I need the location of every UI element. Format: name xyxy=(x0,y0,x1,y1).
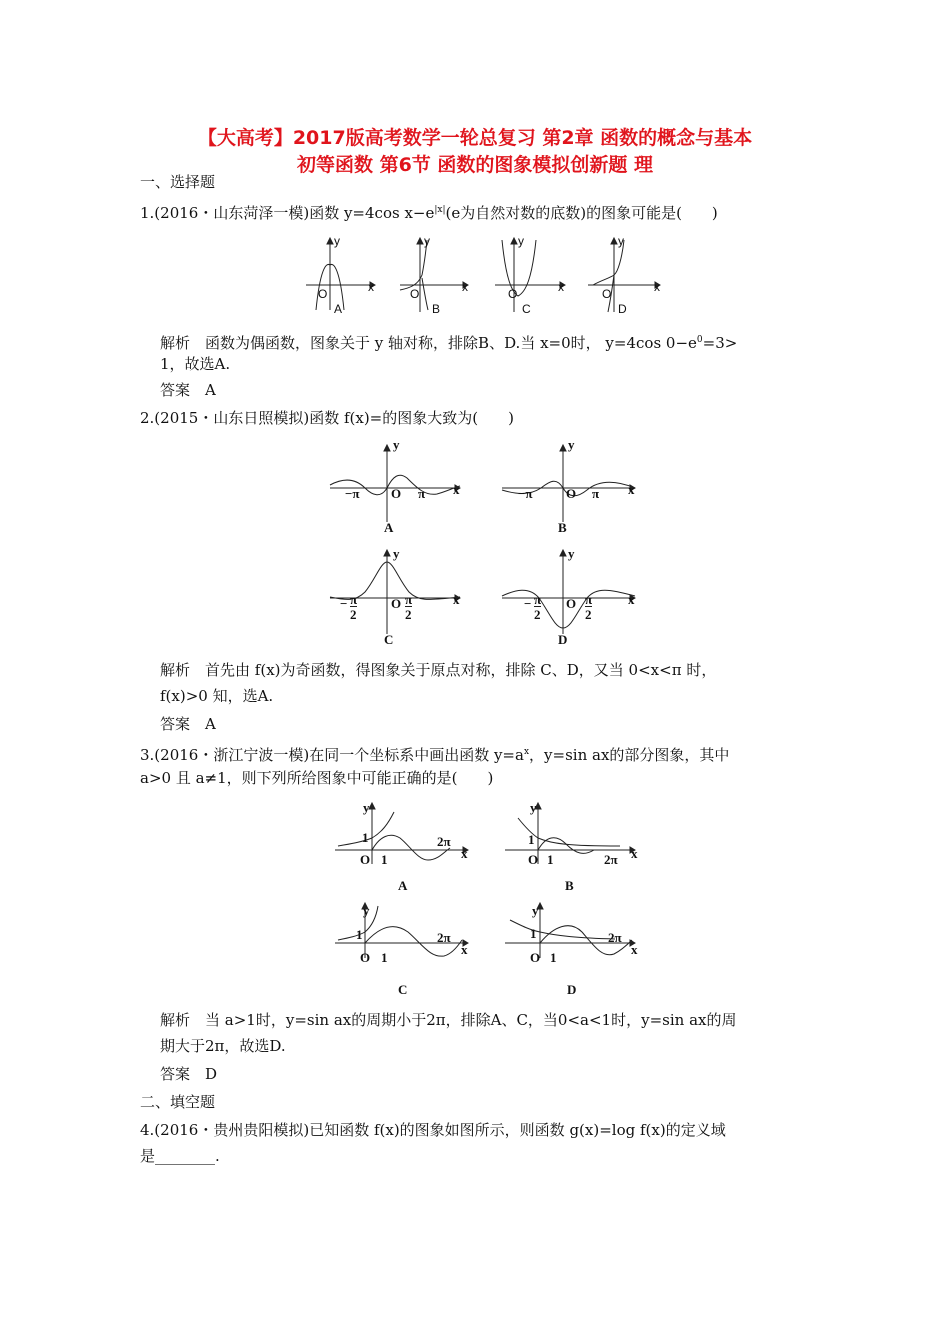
question-2-analysis-cont: f(x)>0 知，选A. xyxy=(160,687,274,705)
q1-c-x-label: x xyxy=(558,280,564,294)
q2-d-negpi-denominator: 2 xyxy=(534,607,541,622)
q1-a-origin-label: O xyxy=(318,287,328,301)
question-4-text: 4.(2016・贵州贵阳模拟)已知函数 f(x)的图象如图所示，则函数 g(x)=log f(x)的定义域 xyxy=(140,1121,726,1139)
question-1-text: 1.(2016・山东菏泽一模)函数 y=4cos $x-e^{|x|}(e$为自然对数的底数)的图象可能是( ) xyxy=(140,204,718,222)
q2-c-negpi-numerator: π xyxy=(350,592,358,607)
section-heading-fill: 二、填空题 xyxy=(140,1093,216,1111)
q3-d-origin-label: O xyxy=(530,950,541,965)
q3-c-origin-label: O xyxy=(360,950,371,965)
question-2-answer: 答案 A xyxy=(160,715,216,733)
question-4-text-cont: 是________. xyxy=(140,1147,220,1165)
section-heading-choice: 一、选择题 xyxy=(140,173,216,191)
q2-b-x-label: x xyxy=(628,482,635,497)
q1-option-b-label: B xyxy=(432,302,441,316)
q2-d-x-label: x xyxy=(628,592,635,607)
question-1-answer: 答案 A xyxy=(160,381,216,399)
q3-d-one-y-label: 1 xyxy=(530,926,537,941)
q3-c-one-y-label: 1 xyxy=(356,927,363,942)
q2-d-y-label: y xyxy=(568,546,575,561)
q1-b-x-label: x xyxy=(462,280,468,294)
q3-b-2pi-label: 2π xyxy=(604,852,618,867)
q1-option-a-label: A xyxy=(334,302,343,316)
q1-c-y-label: y xyxy=(518,234,524,248)
q2-b-y-label: y xyxy=(568,437,575,452)
q2-a-x-label: x xyxy=(453,482,460,497)
q3-a-y-label: y xyxy=(363,800,370,815)
q2-a-y-label: y xyxy=(393,437,400,452)
q2-option-a-label: A xyxy=(384,520,394,535)
q1-a-x-label: x xyxy=(368,280,374,294)
q3-d-2pi-label: 2π xyxy=(608,930,622,945)
q3-c-2pi-label: 2π xyxy=(437,930,451,945)
q2-c-x-label: x xyxy=(453,592,460,607)
q3-b-x-label: x xyxy=(631,846,638,861)
q3-option-a-label: A xyxy=(398,878,408,893)
q3-a-x-label: x xyxy=(461,846,468,861)
q1-d-origin-label: O xyxy=(602,287,612,301)
q2-option-c-label: C xyxy=(384,632,394,647)
q3-option-b-label: B xyxy=(565,878,574,893)
q2-c-negpi-denominator: 2 xyxy=(350,607,357,622)
q1-a-y-label: y xyxy=(334,234,340,248)
q3-b-origin-label: O xyxy=(528,852,539,867)
question-1-analysis: 解析 函数为偶函数，图象关于 y 轴对称，排除B、D.当 x=0时， y=4cos $0-e^0=3>$ xyxy=(160,334,738,352)
q2-graphs-svg xyxy=(325,440,645,640)
q3-b-y-label: y xyxy=(530,800,537,815)
document-title-line2: 初等函数 第6节 函数的图象模拟创新题 理 xyxy=(296,154,654,176)
q2-c-pi-denominator: 2 xyxy=(405,607,412,622)
q2-d-negpi-numerator: π xyxy=(534,592,542,607)
q1-b-origin-label: O xyxy=(410,287,420,301)
q3-d-x-label: x xyxy=(631,942,638,957)
q2-a-negpi-label: −π xyxy=(345,486,360,501)
q3-b-one-y-label: 1 xyxy=(528,832,535,847)
q3-d-one-x-label: 1 xyxy=(550,950,557,965)
q3-a-one-x-label: 1 xyxy=(381,852,388,867)
question-3-analysis-cont: 期大于2π，故选D. xyxy=(160,1037,286,1055)
q3-c-one-x-label: 1 xyxy=(381,950,388,965)
q2-c-y-label: y xyxy=(393,546,400,561)
q2-b-negpi-label: −π xyxy=(518,486,533,501)
q1-b-y-label: y xyxy=(424,234,430,248)
q2-a-pi-label: π xyxy=(418,486,426,501)
question-2-text: 2.(2015・山东日照模拟)函数 f(x)=的图象大致为( ) xyxy=(140,409,514,427)
q3-option-d-label: D xyxy=(567,982,577,997)
question-3-answer: 答案 D xyxy=(160,1065,218,1083)
q3-graphs-svg xyxy=(330,798,650,978)
q3-b-one-x-label: 1 xyxy=(547,852,554,867)
q3-a-origin-label: O xyxy=(360,852,371,867)
q1-d-y-label: y xyxy=(618,234,624,248)
q2-c-origin-label: O xyxy=(391,596,402,611)
q3-c-x-label: x xyxy=(461,942,468,957)
document-title-line1: 【大高考】2017版高考数学一轮总复习 第2章 函数的概念与基本 xyxy=(197,127,753,149)
question-3-text-cont: a>0 且 a≠1，则下列所给图象中可能正确的是( ) xyxy=(140,769,494,787)
q2-d-pi-numerator: π xyxy=(585,592,593,607)
q2-c-minus-label: − xyxy=(340,596,348,611)
q3-a-2pi-label: 2π xyxy=(437,834,451,849)
q1-d-x-label: x xyxy=(654,280,660,294)
question-2-analysis: 解析 首先由 f(x)为奇函数，得图象关于原点对称，排除 C、D，又当 0<x<π 时， xyxy=(160,661,717,679)
q2-d-pi-denominator: 2 xyxy=(585,607,592,622)
question-3-analysis: 解析 当 a>1时，y=sin ax的周期小于2π，排除A、C，当0<a<1时，y=sin ax的周 xyxy=(160,1011,737,1029)
q3-option-c-label: C xyxy=(398,982,408,997)
q2-option-b-label: B xyxy=(558,520,567,535)
q1-option-c-label: C xyxy=(522,302,531,316)
q2-d-origin-label: O xyxy=(566,596,577,611)
q2-c-pi-numerator: π xyxy=(405,592,413,607)
q1-c-origin-label: O xyxy=(508,287,518,301)
q3-a-one-y-label: 1 xyxy=(362,830,369,845)
q1-option-d-label: D xyxy=(618,302,627,316)
question-1-analysis-cont: 1，故选A. xyxy=(160,355,231,373)
question-3-text: 3.(2016・浙江宁波一模)在同一个坐标系中画出函数 $y=a^x$，y=sin ax的部分图象，其中 xyxy=(140,746,730,764)
q2-b-origin-label: O xyxy=(566,486,577,501)
q2-option-d-label: D xyxy=(558,632,568,647)
q3-c-y-label: y xyxy=(363,903,370,918)
q2-a-origin-label: O xyxy=(391,486,402,501)
q2-d-minus-label: − xyxy=(524,596,532,611)
q2-b-pi-label: π xyxy=(592,486,600,501)
q3-d-y-label: y xyxy=(532,903,539,918)
